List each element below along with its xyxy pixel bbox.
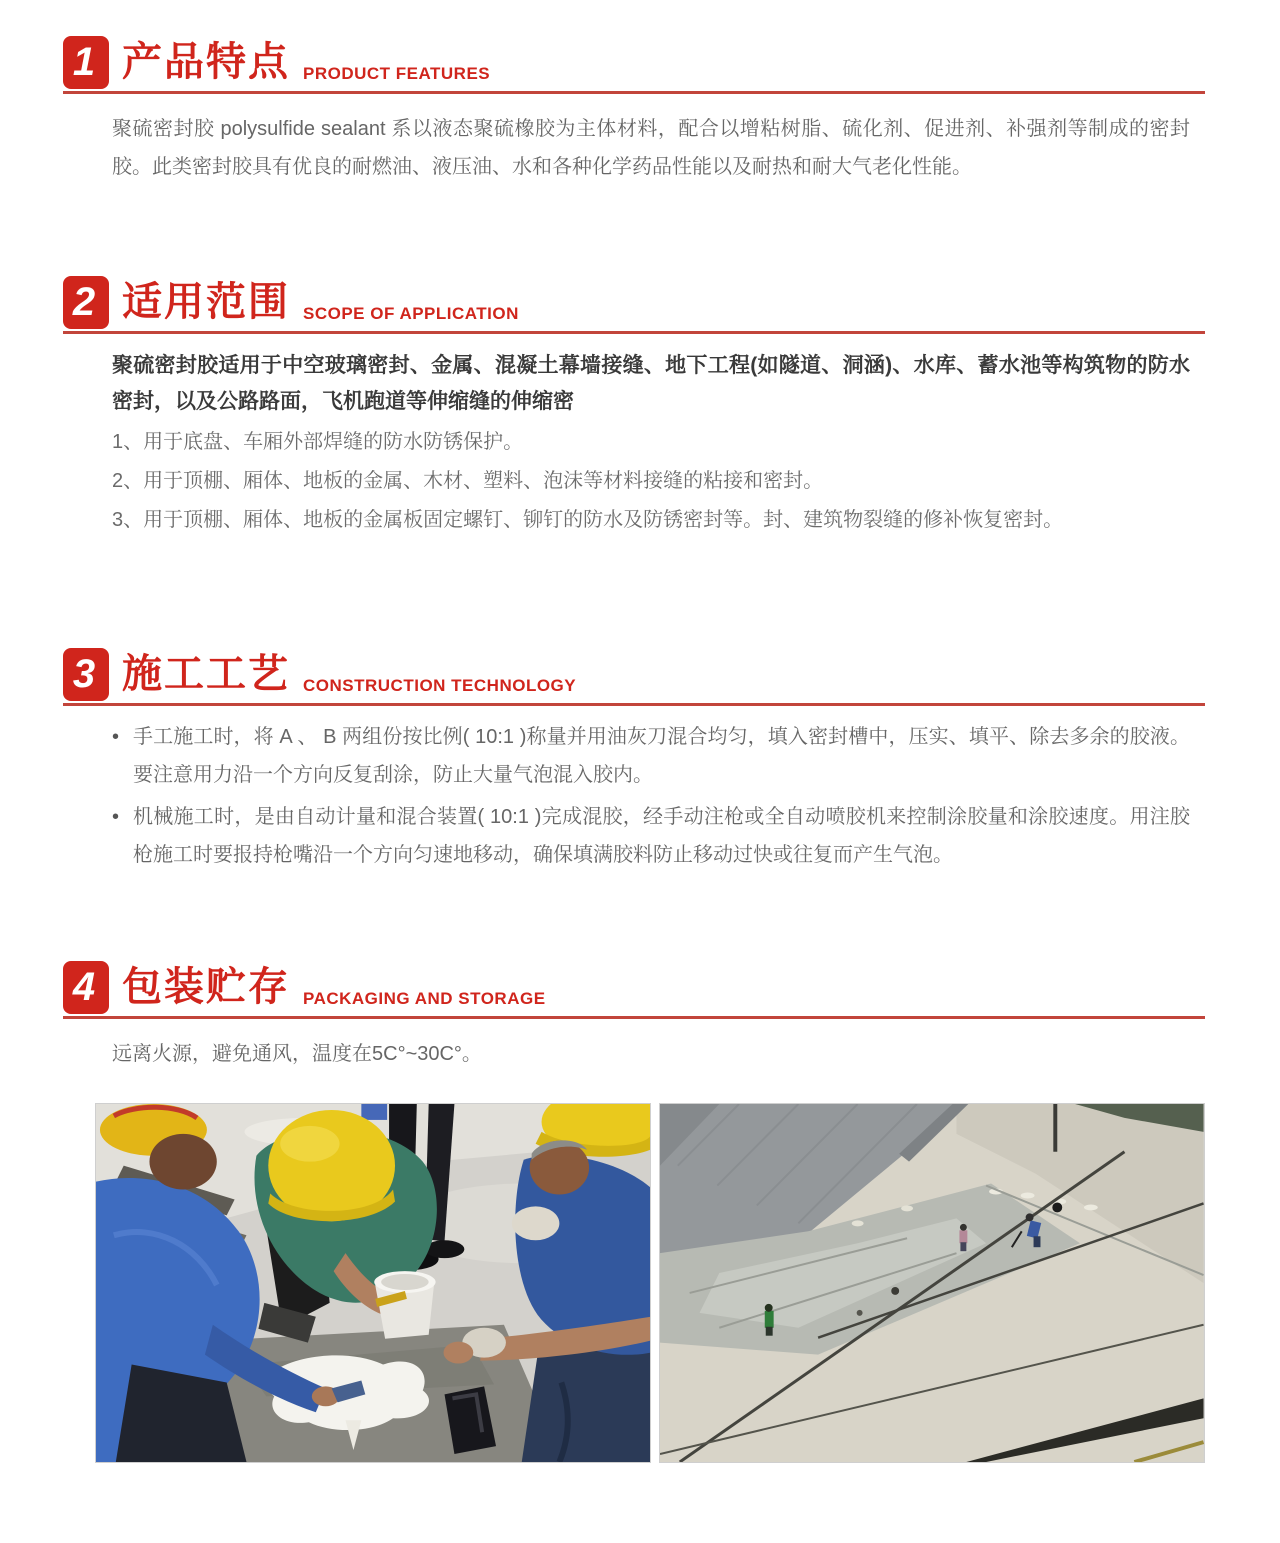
- section-1-header: [63, 36, 1205, 94]
- section-1-subtitle: PRODUCT FEATURES: [303, 64, 491, 83]
- photo-row: [95, 1103, 1205, 1463]
- slope-photo-illustration: [660, 1104, 1204, 1462]
- section-3-number-badge: 3: [63, 648, 109, 701]
- bullet-item: [112, 718, 1190, 794]
- concrete-slope-joint-sealing-photo: [659, 1103, 1205, 1463]
- section-4-title: 包装贮存: [122, 965, 290, 1009]
- bullet-text: 手工施工时，将 A 、 B 两组份按比例( 10:1 )称量并用油灰刀混合均匀，填入密封槽中，压实、填平、除去多余的胶液。要注意用力沿一个方向反复刮涂，防止大量气泡混入胶内。: [133, 726, 1190, 786]
- section-3-title: 施工工艺: [122, 652, 290, 696]
- section-4-paragraph: 远离火源，避免通风，温度在5C°~30C°。: [112, 1043, 482, 1065]
- section-4-number-badge: 4: [63, 961, 109, 1014]
- construction-bullet-list: [112, 718, 1190, 874]
- section-2-number-badge: 2: [63, 276, 109, 329]
- section-product-features: [63, 36, 1205, 186]
- list-item: 1、用于底盘、车厢外部焊缝的防水防锈保护。: [112, 431, 524, 453]
- list-item: 3、用于顶棚、厢体、地板的金属板固定螺钉、铆钉的防水及防锈密封等。封、建筑物裂缝的修补恢复密封。: [112, 509, 1064, 531]
- application-list: [112, 426, 1190, 536]
- list-item: 2、用于顶棚、厢体、地板的金属、木材、塑料、泡沫等材料接缝的粘接和密封。: [112, 470, 824, 492]
- section-construction-technology: [63, 648, 1205, 874]
- section-packaging-and-storage: [63, 961, 1205, 1073]
- bullet-dot-icon: •: [112, 726, 120, 748]
- section-2-title: 适用范围: [122, 280, 290, 324]
- section-3-header: [63, 648, 1205, 706]
- workers-photo-illustration: [96, 1104, 650, 1462]
- workers-mixing-sealant-photo: [95, 1103, 651, 1463]
- section-4-header: [63, 961, 1205, 1019]
- section-scope-of-application: [63, 276, 1205, 536]
- page-content: [63, 36, 1205, 1463]
- section-1-title: 产品特点: [122, 40, 290, 84]
- section-1-paragraph: 聚硫密封胶 polysulfide sealant 系以液态聚硫橡胶为主体材料，配合以增粘树脂、硫化剂、促进剂、补强剂等制成的密封胶。此类密封胶具有优良的耐燃油、液压油、水和各种化学药品性能以及耐热和耐大气老化性能。: [112, 118, 1190, 178]
- section-4-subtitle: PACKAGING AND STORAGE: [303, 989, 546, 1008]
- bullet-text: 机械施工时，是由自动计量和混合装置( 10:1 )完成混胶，经手动注枪或全自动喷胶机来控制涂胶量和涂胶速度。用注胶枪施工时要报持枪嘴沿一个方向匀速地移动，确保填满胶料防止移动过快或往复而产生气泡。: [133, 806, 1190, 866]
- section-2-subtitle: SCOPE OF APPLICATION: [303, 304, 519, 323]
- bullet-item: [112, 798, 1190, 874]
- section-2-lead-paragraph: 聚硫密封胶适用于中空玻璃密封、金属、混凝土幕墙接缝、地下工程(如隧道、洞涵)、水库、蓄水池等构筑物的防水密封，以及公路路面，飞机跑道等伸缩缝的伸缩密: [112, 354, 1190, 413]
- section-3-subtitle: CONSTRUCTION TECHNOLOGY: [303, 676, 577, 695]
- section-1-number-badge: 1: [63, 36, 109, 89]
- section-2-header: [63, 276, 1205, 334]
- bullet-dot-icon: •: [112, 806, 120, 828]
